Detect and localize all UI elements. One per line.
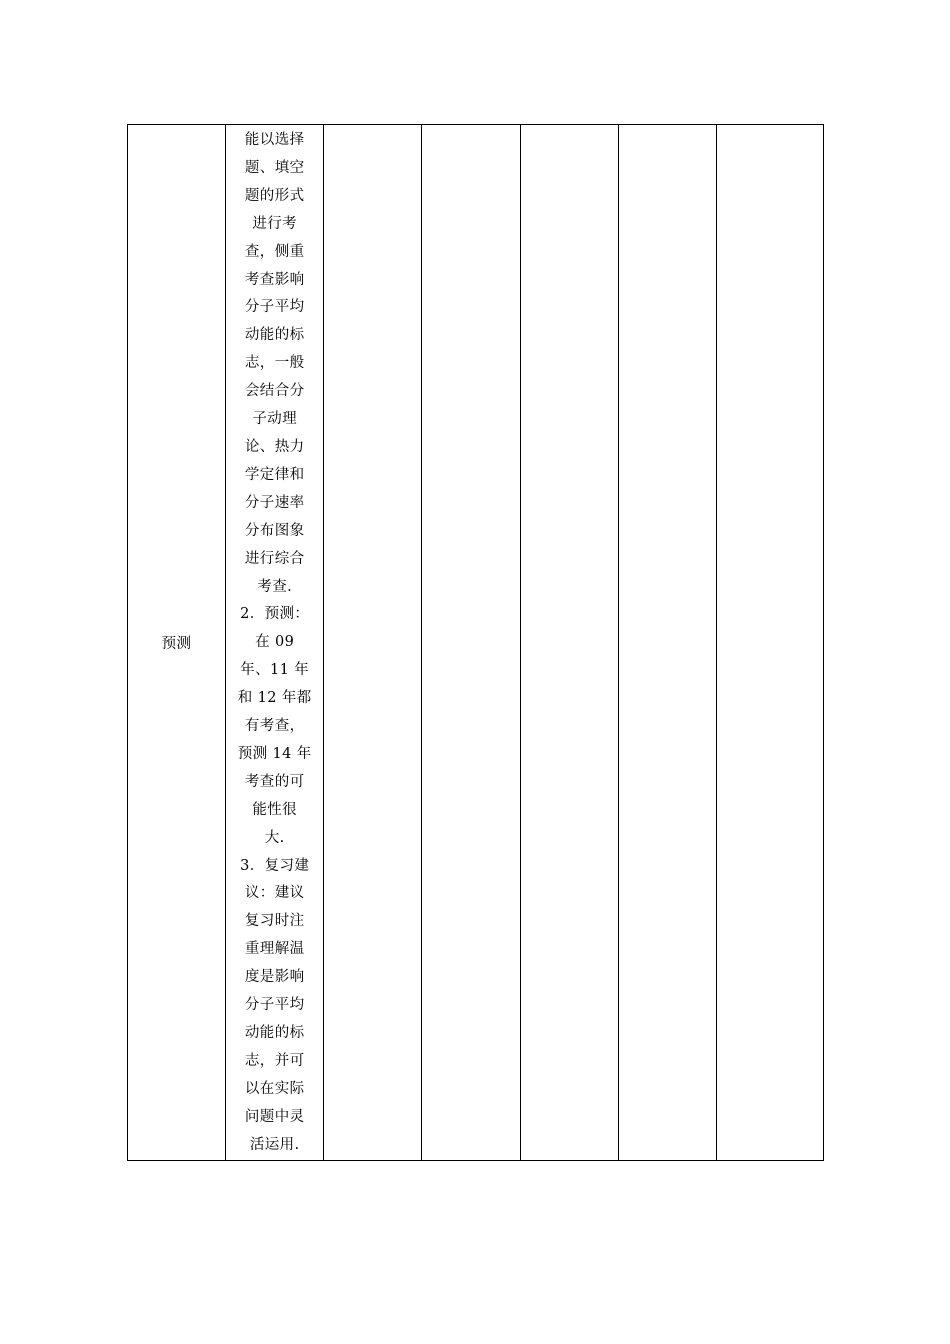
content-line: 活运用. bbox=[249, 1136, 300, 1153]
empty-cell bbox=[324, 125, 422, 1161]
content-line: 考查. bbox=[257, 578, 293, 595]
empty-cell bbox=[422, 125, 520, 1161]
empty-cell bbox=[520, 125, 618, 1161]
content-line: 考查影响 bbox=[244, 271, 305, 288]
content-line: 论、热力 bbox=[244, 438, 305, 455]
content-line: 问题中灵 bbox=[244, 1108, 305, 1125]
content-line: 查，侧重 bbox=[244, 243, 305, 260]
empty-cell bbox=[618, 125, 716, 1161]
content-line: 在 09 bbox=[255, 634, 295, 651]
exam-analysis-table bbox=[127, 124, 824, 1161]
content-line: 学定律和 bbox=[244, 466, 305, 483]
content-line: 2．预测： bbox=[240, 606, 310, 623]
row-label: 预测 bbox=[161, 635, 192, 652]
content-line: 志，一般 bbox=[244, 355, 305, 372]
content-line: 分子平均 bbox=[244, 299, 305, 316]
content-line: 分布图象 bbox=[244, 522, 305, 539]
content-line: 和 12 年都 bbox=[237, 690, 312, 707]
content-line: 题的形式 bbox=[244, 187, 305, 204]
content-line: 大. bbox=[264, 829, 285, 846]
content-line: 能以选择 bbox=[244, 132, 305, 148]
content-line: 分子平均 bbox=[244, 997, 305, 1014]
content-line: 分子速率 bbox=[244, 494, 305, 511]
content-line: 考查的可 bbox=[244, 773, 305, 790]
content-line: 进行综合 bbox=[244, 550, 305, 567]
content-line: 重理解温 bbox=[244, 941, 305, 958]
content-line: 动能的标 bbox=[244, 327, 305, 344]
content-line: 会结合分 bbox=[244, 383, 305, 400]
content-line: 年、11 年 bbox=[240, 662, 310, 679]
content-line: 志，并可 bbox=[244, 1052, 305, 1069]
content-line: 进行考 bbox=[252, 215, 298, 232]
content-line: 度是影响 bbox=[244, 969, 305, 986]
content-line: 以在实际 bbox=[244, 1080, 305, 1097]
content-cell bbox=[226, 125, 324, 1161]
content-line: 3．复习建 bbox=[240, 857, 310, 874]
content-line: 预测 14 年 bbox=[237, 745, 312, 762]
content-line: 复习时注 bbox=[244, 913, 305, 930]
empty-cell bbox=[716, 125, 823, 1161]
content-line: 动能的标 bbox=[244, 1025, 305, 1041]
content-text bbox=[237, 125, 313, 1160]
content-line: 能性很 bbox=[252, 801, 298, 818]
content-line: 子动理 bbox=[252, 411, 298, 428]
table-row bbox=[128, 125, 824, 1161]
content-line: 有考查， bbox=[244, 718, 305, 735]
content-line: 议：建议 bbox=[244, 885, 305, 902]
content-line: 题、填空 bbox=[244, 159, 305, 176]
row-label-cell bbox=[128, 125, 226, 1161]
